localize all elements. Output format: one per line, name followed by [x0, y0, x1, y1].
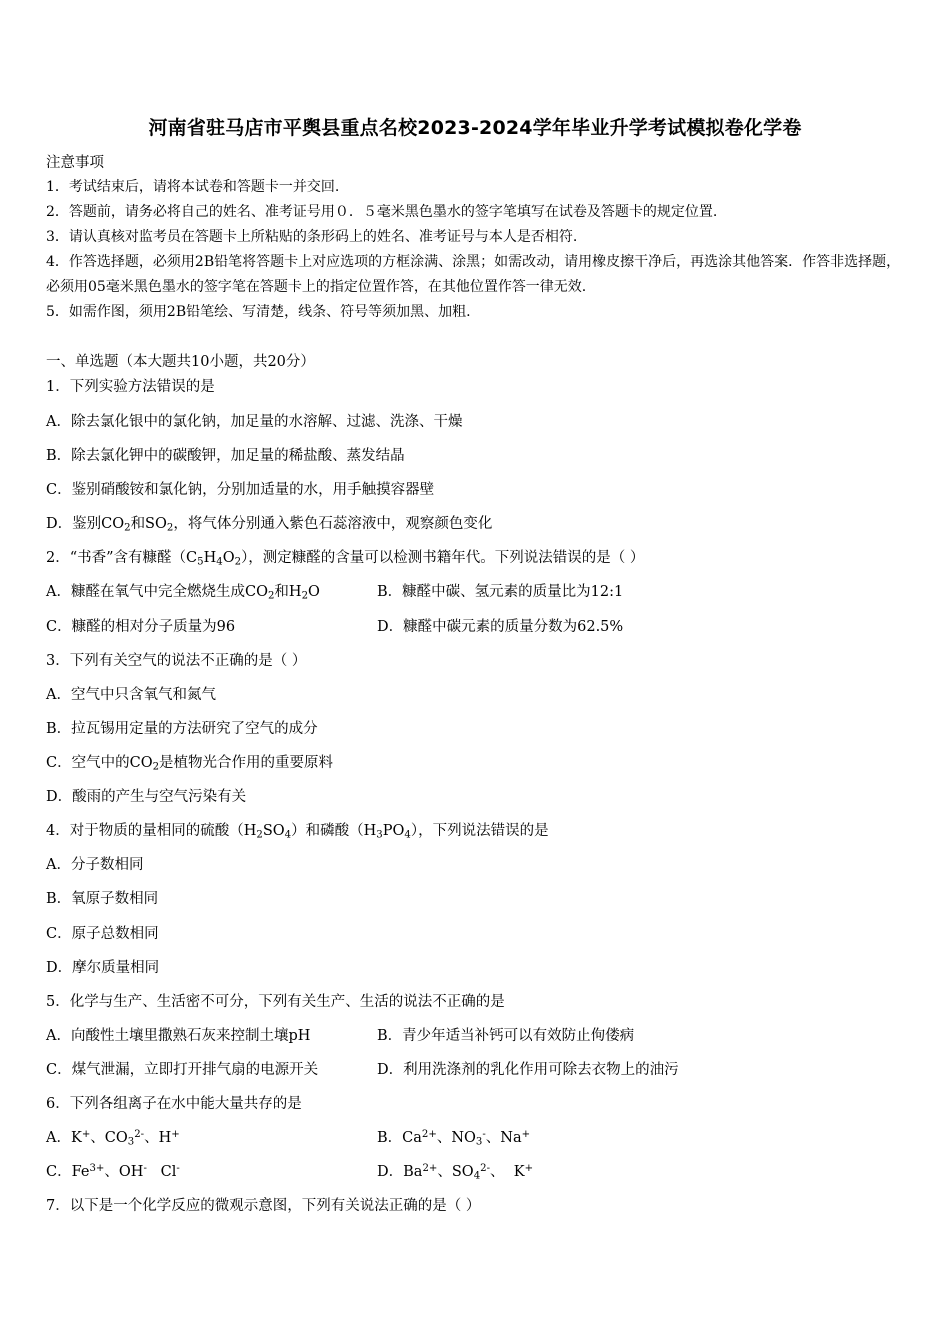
- q6-a-sup-3: +: [171, 1128, 180, 1140]
- q3-c-text-2: 是植物光合作用的重要原料: [159, 755, 334, 771]
- q4-stem-sub-2: 4: [284, 829, 292, 841]
- notice-item-4: 4．作答选择题，必须用2B铅笔将答题卡上对应选项的方框涂满、涂黑；如需改动，请用橡皮擦干净后，再选涂其他答案．作答非选择题，必须用05毫米黑色墨水的签字笔在答题卡上的指定位置作答，在其他位置作答一律无效.: [46, 254, 901, 295]
- q2-a-sub-1: 2: [267, 590, 275, 602]
- q6-b-sup-2: -: [482, 1128, 486, 1140]
- q6-option-a: [46, 1128, 180, 1148]
- q4-stem-text-4: PO: [382, 823, 405, 839]
- page-title: 河南省驻马店市平舆县重点名校2023-2024学年毕业升学考试模拟卷化学卷: [148, 117, 802, 139]
- q4-stem-sub-3: 3: [376, 829, 383, 841]
- q4-stem-text-5: ），下列说法错误的是: [410, 823, 549, 839]
- q6-a-sub: 3: [127, 1136, 135, 1148]
- q4-stem-sub-4: 4: [404, 829, 411, 841]
- q6-d-sup-3: +: [524, 1162, 534, 1174]
- q1-option-a: A．除去氯化银中的氯化钠，加足量的水溶解、过滤、洗涤、干燥: [46, 414, 463, 430]
- q6-stem: 6．下列各组离子在水中能大量共存的是: [46, 1096, 302, 1112]
- q6-b-text-3: 、Na: [485, 1130, 522, 1146]
- q2-a-text-2: 和H: [274, 584, 302, 600]
- q6-c-text-3: Cl: [146, 1164, 177, 1180]
- q6-a-text-2: 、CO: [90, 1130, 128, 1146]
- q6-c-text-1: C．Fe: [46, 1164, 90, 1180]
- q7-stem: 7．以下是一个化学反应的微观示意图，下列有关说法正确的是（ ）: [46, 1198, 481, 1214]
- notice-item-1: 1．考试结束后，请将本试卷和答题卡一并交回.: [46, 179, 340, 195]
- q3-option-b: B．拉瓦锡用定量的方法研究了空气的成分: [46, 721, 318, 737]
- q6-b-text-2: 、NO: [436, 1130, 476, 1146]
- q1-stem: 1．下列实验方法错误的是: [46, 379, 215, 395]
- q5-option-d: D．利用洗涤剂的乳化作用可除去衣物上的油污: [377, 1062, 679, 1078]
- section-heading: 一、单选题（本大题共10小题，共20分）: [46, 354, 315, 370]
- q6-d-sup-2: 2-: [480, 1162, 491, 1174]
- q2-a-text-1: A．糠醛在氧气中完全燃烧生成CO: [46, 584, 268, 600]
- q4-stem-text-3: ）和磷酸（H: [291, 823, 377, 839]
- q6-c-sup-2: -: [143, 1162, 147, 1174]
- notice-item-3: 3．请认真核对监考员在答题卡上所粘贴的条形码上的姓名、准考证号与本人是否相符.: [46, 229, 578, 245]
- q2-option-c: C．糠醛的相对分子质量为96: [46, 619, 236, 635]
- q1-option-c: C．鉴别硝酸铵和氯化钠，分别加适量的水，用手触摸容器壁: [46, 482, 435, 498]
- q1-d-sub-2: 2: [166, 522, 174, 534]
- q4-option-c: C．原子总数相同: [46, 926, 159, 942]
- q6-d-text-1: D．Ba: [377, 1164, 423, 1180]
- q4-stem-text-1: 4．对于物质的量相同的硫酸（H: [46, 823, 257, 839]
- q2-option-b: B．糠醛中碳、氢元素的质量比为12:1: [377, 584, 624, 600]
- q1-d-sub-1: 2: [124, 522, 131, 534]
- q6-c-text-2: 、OH: [104, 1164, 144, 1180]
- q2-option-d: D．糠醛中碳元素的质量分数为62.5%: [377, 619, 624, 635]
- q3-option-a: A．空气中只含氧气和氮气: [46, 687, 216, 703]
- q2-stem-text-2: H: [203, 550, 217, 566]
- q6-a-text-3: 、H: [144, 1130, 172, 1146]
- q6-a-sup-2: 2-: [134, 1128, 145, 1140]
- q3-option-c: [46, 753, 333, 773]
- q2-stem: [46, 548, 644, 568]
- notice-heading: 注意事项: [46, 155, 104, 171]
- q4-stem-text-2: SO: [262, 823, 285, 839]
- q2-option-a: [46, 582, 320, 602]
- q1-d-text-2: 和SO: [130, 516, 167, 532]
- q2-stem-text-3: O: [222, 550, 235, 566]
- q1-option-b: B．除去氯化钾中的碳酸钾，加足量的稀盐酸、蒸发结晶: [46, 448, 405, 464]
- q1-option-d: [46, 514, 492, 534]
- q3-option-d: D．酸雨的产生与空气污染有关: [46, 789, 247, 805]
- q2-stem-sub-3: 2: [234, 556, 242, 568]
- q5-option-a: A．向酸性土壤里撒熟石灰来控制土壤pH: [46, 1028, 311, 1044]
- q1-d-text-1: D．鉴别CO: [46, 516, 125, 532]
- q4-stem: [46, 821, 549, 841]
- q6-b-sub: 3: [475, 1136, 483, 1148]
- q6-option-b: [377, 1128, 530, 1148]
- q6-b-sup-3: +: [521, 1128, 531, 1140]
- q6-d-text-2: 、SO: [437, 1164, 474, 1180]
- notice-item-5: 5．如需作图，须用2B铅笔绘、写清楚，线条、符号等须加黑、加粗.: [46, 304, 471, 320]
- notice-item-2: 2．答题前，请务必将自己的姓名、准考证号用０．５毫米黑色墨水的签字笔填写在试卷及答题卡的规定位置.: [46, 204, 718, 220]
- q6-d-text-3: 、 K: [490, 1164, 525, 1180]
- q3-c-sub: 2: [152, 761, 160, 773]
- q3-c-text-1: C．空气中的CO: [46, 755, 153, 771]
- q4-option-a: A．分子数相同: [46, 857, 144, 873]
- q6-a-sup-1: +: [81, 1128, 91, 1140]
- q6-option-d: [377, 1162, 533, 1182]
- q6-d-sub: 4: [473, 1170, 481, 1182]
- q6-a-text-1: A．K: [46, 1130, 82, 1146]
- q4-stem-sub-1: 2: [256, 829, 263, 841]
- q2-stem-text-1: 2．“书香”含有糠醛（C: [46, 550, 198, 566]
- q2-a-text-3: O: [308, 584, 320, 600]
- q6-d-sup-1: 2+: [422, 1162, 438, 1174]
- q2-stem-sub-2: 4: [216, 556, 223, 568]
- q4-option-b: B．氧原子数相同: [46, 891, 159, 907]
- q6-c-sup-1: 3+: [89, 1162, 105, 1174]
- q5-option-c: C．煤气泄漏，立即打开排气扇的电源开关: [46, 1062, 319, 1078]
- q6-c-sup-3: -: [176, 1162, 180, 1174]
- q1-d-text-3: ，将气体分别通入紫色石蕊溶液中，观察颜色变化: [173, 516, 493, 532]
- q6-option-c: [46, 1162, 180, 1182]
- q2-a-sub-2: 2: [301, 590, 309, 602]
- q2-stem-text-4: ），测定糠醛的含量可以检测书籍年代。下列说法错误的是（ ）: [241, 550, 645, 566]
- q2-stem-sub-1: 5: [197, 556, 204, 568]
- q3-stem: 3．下列有关空气的说法不正确的是（ ）: [46, 653, 307, 669]
- q6-b-text-1: B．Ca: [377, 1130, 422, 1146]
- q4-option-d: D．摩尔质量相同: [46, 960, 160, 976]
- q5-stem: 5．化学与生产、生活密不可分，下列有关生产、生活的说法不正确的是: [46, 994, 505, 1010]
- q5-option-b: B．青少年适当补钙可以有效防止佝偻病: [377, 1028, 635, 1044]
- q6-b-sup-1: 2+: [421, 1128, 437, 1140]
